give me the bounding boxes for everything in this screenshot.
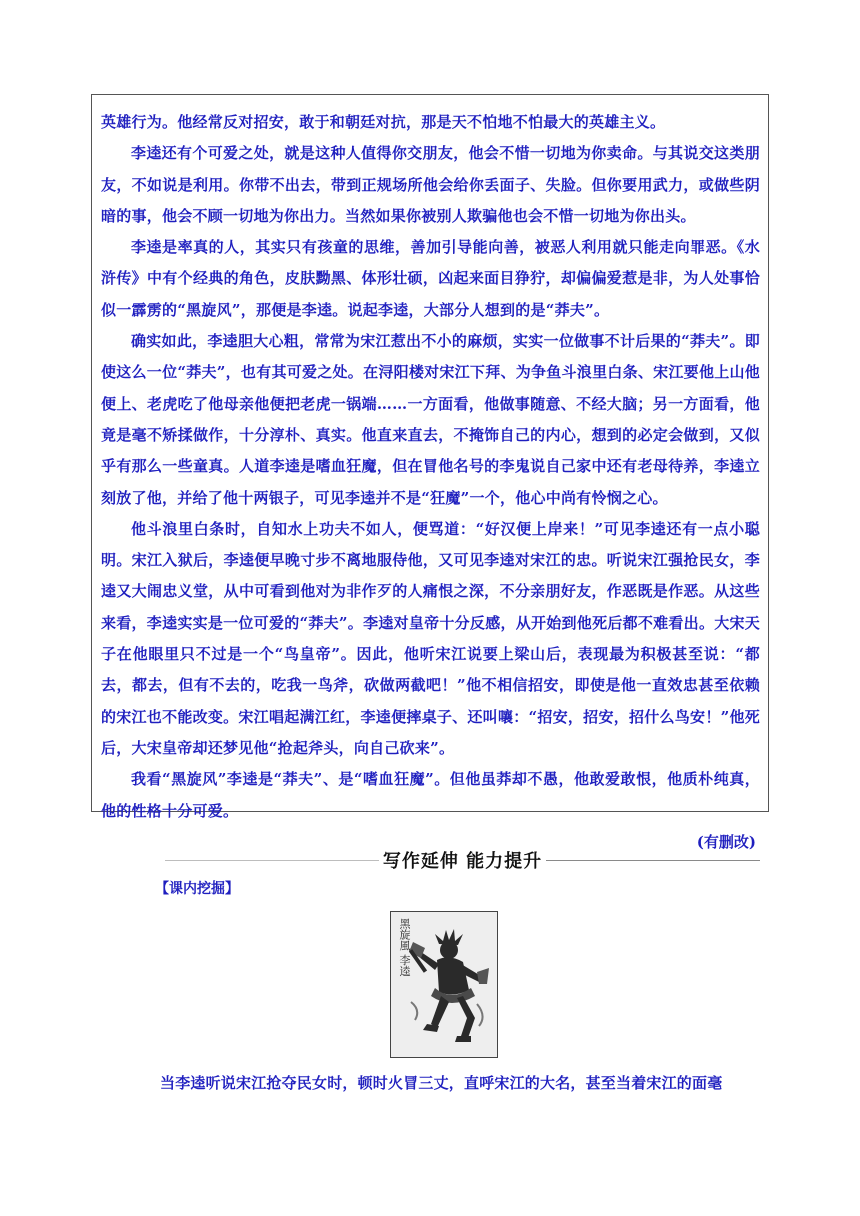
essay-paragraph-6: 我看“黑旋风”李逵是“莽夫”、是“嗜血狂魔”。但他虽莽却不愚，他敢爱敢恨，他质朴纯真，他的性格十分可爱。	[101, 770, 760, 820]
illustration-inscription: 黑旋風 李逵	[398, 918, 411, 977]
essay-excerpt-box	[91, 94, 769, 851]
essay-paragraph-5: 他斗浪里白条时，自知水上功夫不如人，便骂道：“好汉便上岸来！”可见李逵还有一点小聪明。宋江入狱后，李逵便早晚寸步不离地服侍他，又可见李逵对宋江的忠。听说宋江强抢民女，李逵又大闹忠义堂，从中可看到他对为非作歹的人痛恨之深，不分亲朋好友，作恶既是作恶。从这些来看，李逵实实是一位可爱的“莽夫”。李逵对皇帝十分反感，从开始到他死后都不难看出。大宋天子在他眼里只不过是一个“鸟皇帝”。因此，他听宋江说要上梁山后，表现最为积极甚至说：“都去，都去，但有不去的，吃我一鸟斧，砍做两截吧！”他不相信招安，即使是他一直效忠甚至依赖的宋江也不能改变。宋江唱起满江红，李逵便摔桌子、还叫嚷：“招安，招安，招什么鸟安！”他死后，大宋皇帝却还梦见他“抢起斧头，向自己砍来”。	[101, 519, 760, 757]
illustration-caption: 当李逵听说宋江抢夺民女时，顿时火冒三丈，直呼宋江的大名，甚至当着宋江的面毫	[160, 1074, 723, 1092]
abridged-note: (有删改)	[696, 832, 756, 851]
essay-paragraph-2: 李逵还有个可爱之处，就是这种人值得你交朋友，他会不惜一切地为你卖命。与其说交这类朋友，不如说是利用。你带不出去，带到正规场所他会给你丢面子、失脸。但你要用武力，或做些阴暗的事，他会不顾一切地为你出力。当然如果你被别人欺骗他也会不惜一切地为你出头。	[101, 144, 760, 225]
section-divider	[165, 845, 760, 875]
section-tag-label: 【课内挖掘】	[155, 881, 239, 897]
divider-line-left	[165, 860, 379, 861]
essay-paragraph-4: 确实如此，李逵胆大心粗，常常为宋江惹出不小的麻烦，实实一位做事不计后果的“莽夫”。即使这么一位“莽夫”，也有其可爱之处。在浔阳楼对宋江下拜、为争鱼斗浪里白条、宋江要他上山他便上、老虎吃了他母亲他便把老虎一锅端……一方面看，他做事随意、不经大脑；另一方面看，他竟是毫不矫揉做作，十分淳朴、真实。他直来直去，不掩饰自己的内心，想到的必定会做到，又似乎有那么一些童真。人道李逵是嗜血狂魔，但在冒他名号的李鬼说自己家中还有老母待养，李逵立刻放了他，并给了他十两银子，可见李逵并不是“狂魔”一个，他心中尚有怜悯之心。	[101, 332, 760, 507]
section-title: 写作延伸 能力提升	[382, 851, 543, 872]
li-kui-illustration	[390, 911, 498, 1058]
essay-paragraph-3: 李逵是率真的人，其实只有孩童的思维，善加引导能向善，被恶人利用就只能走向罪恶。《水浒传》中有个经典的角色，皮肤黝黑、体形壮硕，凶起来面目狰狞，却偏偏爱惹是非，为人处事恰似一霹雳的“黑旋风”，那便是李逵。说起李逵，大部分人想到的是“莽夫”。	[101, 238, 760, 319]
divider-line-right	[546, 860, 760, 861]
essay-paragraph-1: 英雄行为。他经常反对招安，敢于和朝廷对抗，那是天不怕地不怕最大的英雄主义。	[101, 113, 666, 131]
